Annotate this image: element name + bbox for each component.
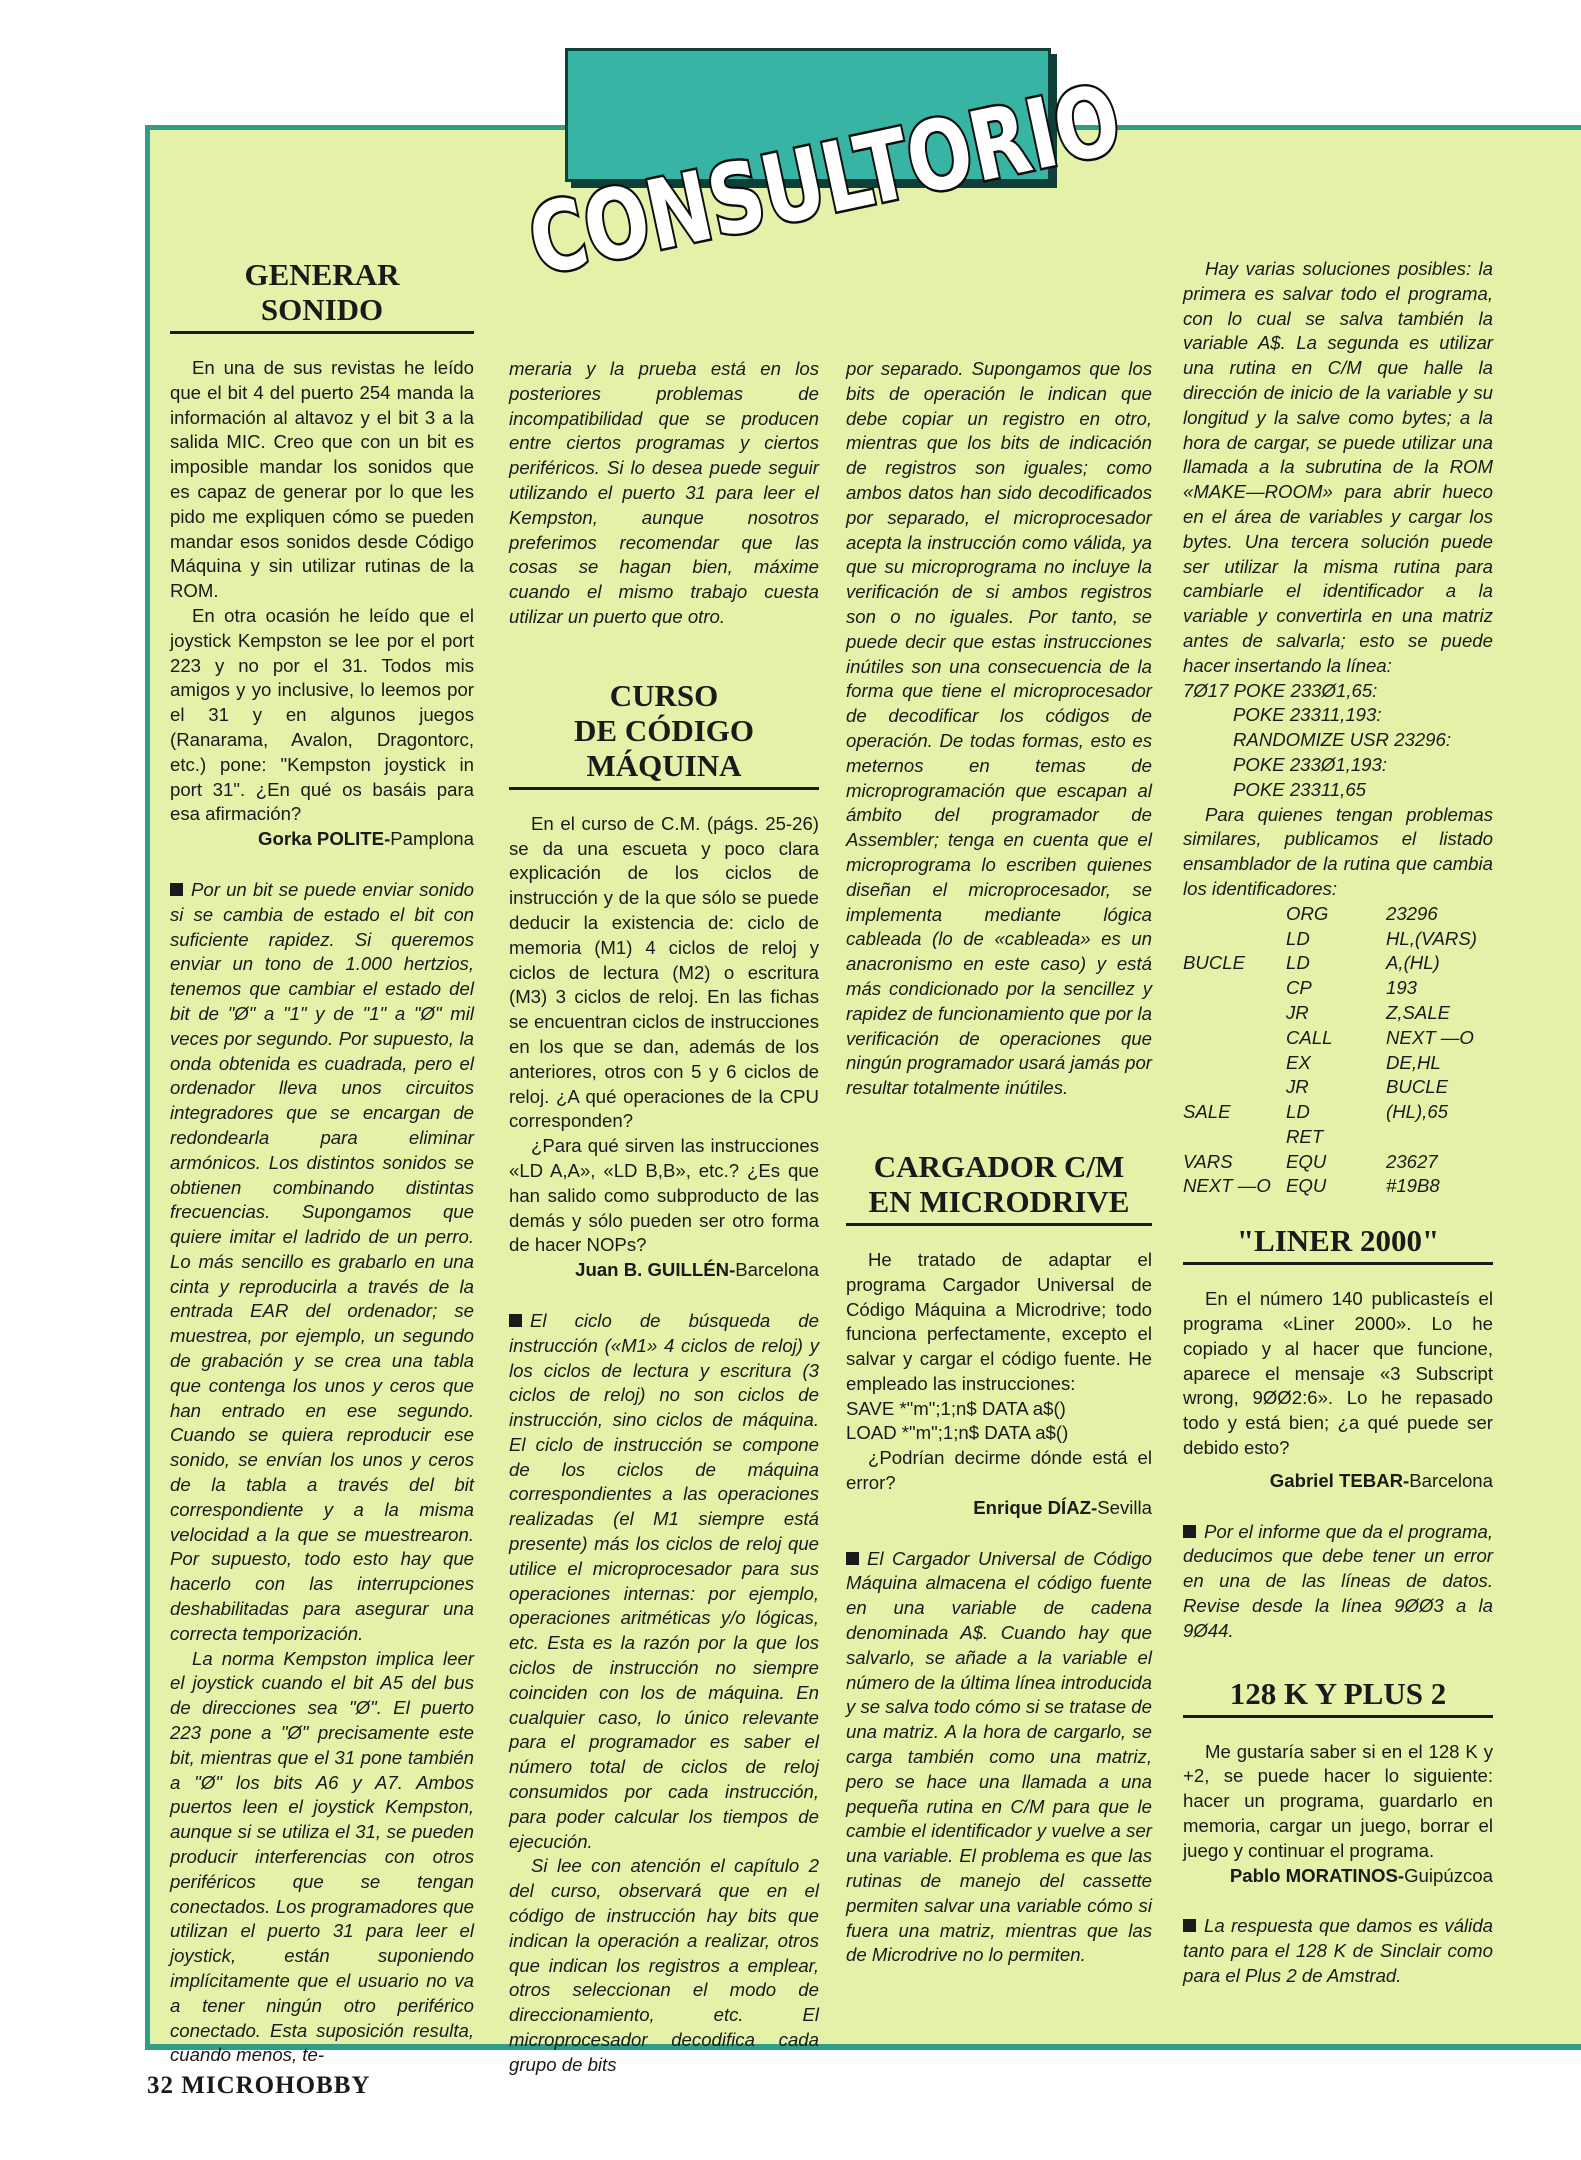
answer-text: El ciclo de búsqueda de instrucción («M1» 4 ciclos de reloj) y los ciclos de lectura y escritura (3 ciclos de reloj) no son ciclos de instrucción, sino ciclos de máquina. El ciclo de instrucción se compone de los ciclos de máquina correspondientes a las operaciones realizadas (el M1 siempre está presente) más los ciclos de reloj que utilice el microprocesador para sus operaciones internas: por ejemplo, operaciones aritméticas y/o lógicas, etc. Esta es la razón por la que los ciclos de instrucción no siempre coinciden con los de máquina. En cualquier caso, lo único relevante para el programador es saber el número total de ciclos de reloj consumidos por cada instrucción, para poder calcular los tiempos de ejecución. xyxy=(509,1309,819,1852)
signature xyxy=(1183,1864,1493,1889)
asm-op: JR xyxy=(1286,1076,1309,1098)
asm-label xyxy=(1183,1125,1286,1150)
author-name: Enrique DÍAZ- xyxy=(973,1496,1098,1518)
consultorio-logo xyxy=(500,29,1290,298)
answer-marker-icon xyxy=(846,1552,859,1565)
asm-op: LD xyxy=(1286,927,1310,949)
asm-row xyxy=(1183,1051,1493,1076)
asm-label: BUCLE xyxy=(1183,952,1246,974)
answer-continuation: por separado. Supongamos que los bits de operación le indican que debe copiar un registro en otro, mientras que los bits de indicación de registros son iguales; como ambos datos han sido decodificados por separado, el microprocesador acepta la instrucción como válida, ya que su microprograma no incluye la verificación de si ambos registros son o no iguales. Por tanto, se puede decir que estas instrucciones inútiles son una consecuencia de la forma que tiene el microprocesador de decodificar los códigos de operación. De todas formas, esto es meternos en temas de microprogramación que escapan al ámbito del programador de Assembler; tenga en cuenta que el microprograma lo escriben quienes diseñan el microprocesador, se implementa mediante lógica cableada (lo de «cableada» es un anacronismo en este caso) y está más condicionado por la sencillez y rapidez de funcionamiento que por la verificación de operaciones que ningún programador usará jamás por resultar totalmente inútiles. xyxy=(846,358,1152,1099)
asm-op: CALL xyxy=(1286,1026,1333,1048)
author-name: Juan B. GUILLÉN- xyxy=(575,1259,736,1281)
headline-generar-sonido xyxy=(170,257,474,334)
headline-128k xyxy=(1183,1676,1493,1718)
answer-paragraph xyxy=(1183,1520,1493,1644)
question-paragraph: ¿Podrían decirme dónde está el error? xyxy=(846,1447,1152,1494)
page-number: 32 xyxy=(147,2072,174,2099)
asm-arg: Z,SALE xyxy=(1386,1001,1451,1023)
answer-paragraph xyxy=(1183,1914,1493,1988)
headline-line: CURSO xyxy=(609,677,719,713)
asm-arg: NEXT —O xyxy=(1386,1026,1474,1048)
code-line: LOAD *"m";1;n$ DATA a$() xyxy=(846,1422,1069,1444)
asm-label xyxy=(1183,976,1286,1001)
signature xyxy=(170,827,474,852)
answer-marker-icon xyxy=(1183,1919,1196,1932)
signature xyxy=(1183,1469,1493,1494)
code-line: SAVE *"m";1;n$ DATA a$() xyxy=(846,1397,1066,1419)
asm-arg: (HL),65 xyxy=(1386,1101,1449,1123)
asm-arg: A,(HL) xyxy=(1386,952,1440,974)
asm-row xyxy=(1183,1125,1493,1150)
question-paragraph: ¿Para qué sirven las instrucciones «LD A,A», «LD B,B», etc.? ¿Es que han salido como subproducto de las demás y sólo pueden ser otro forma de hacer NOPs? xyxy=(509,1135,819,1256)
asm-row xyxy=(1183,1150,1493,1175)
headline-line: 128 K Y PLUS 2 xyxy=(1229,1675,1447,1711)
author-city: Barcelona xyxy=(1409,1469,1493,1491)
column-4 xyxy=(1183,257,1493,1989)
author-city: Pamplona xyxy=(390,828,474,850)
answer-marker-icon xyxy=(509,1314,522,1327)
asm-op: LD xyxy=(1286,1101,1310,1123)
column-3 xyxy=(846,357,1152,1968)
asm-row xyxy=(1183,902,1493,927)
asm-arg: HL,(VARS) xyxy=(1386,927,1477,949)
assembler-listing xyxy=(1183,902,1493,1200)
headline-line: GENERAR xyxy=(244,257,400,292)
signature xyxy=(846,1496,1152,1521)
question-paragraph: En el número 140 publicasteís el programa «Liner 2000». Lo he copiado y al hacer que funcione, aparece el mensaje «3 Subscript wrong, 9ØØ2:6». Lo he repasado todo y está bien; ¿a qué puede ser debido esto? xyxy=(1183,1288,1493,1459)
asm-op: ORG xyxy=(1286,902,1329,924)
asm-label xyxy=(1183,1051,1286,1076)
asm-op: RET xyxy=(1286,1125,1324,1147)
asm-label xyxy=(1183,927,1286,952)
asm-label xyxy=(1183,1001,1286,1026)
question-paragraph: En el curso de C.M. (págs. 25-26) se da una escueta y poco clara explicación de los ciclos de instrucción y de la que sólo se puede deducir la existencia de: ciclo de memoria (M1) 4 ciclos de reloj y ciclos de lectura (M2) o escritura (M3) 3 ciclos de reloj. En las fichas se encuentran ciclos de instrucciones en los que se dan, además de los anteriores, otros con 5 y 6 ciclos de reloj. ¿A qué operaciones de la CPU corresponden? xyxy=(509,812,819,1132)
question-paragraph: En otra ocasión he leído que el joystick Kempston se lee por el port 223 y no por el 31. Todos mis amigos y yo inclusive, lo leemos por el 31 y en algunos juegos (Ranarama, Avalon, Dragontorc, etc.) pone: "Kempston joystick in port 31". ¿En qué os basáis para esa afirmación? xyxy=(170,604,474,825)
asm-row xyxy=(1183,927,1493,952)
headline-line: CARGADOR C/M xyxy=(873,1148,1125,1184)
answer-marker-icon xyxy=(1183,1525,1196,1538)
asm-arg xyxy=(1386,1125,1493,1150)
answer-paragraph: Si lee con atención el capítulo 2 del curso, observará que en el código de instrucción hay bits que indican la operación a realizar, otros que indican los registros a emplear, otros seleccionan el modo de direccionamiento, etc. El microprocesador decodifica cada grupo de bits xyxy=(509,1855,819,2075)
asm-row xyxy=(1183,1001,1493,1026)
headline-liner xyxy=(1183,1223,1493,1265)
asm-label xyxy=(1183,902,1286,927)
headline-cargador xyxy=(846,1149,1152,1226)
answer-paragraph: Para quienes tengan problemas similares, publicamos el listado ensamblador de la rutina que cambia los identificadores: xyxy=(1183,803,1493,899)
answer-continuation: meraria y la prueba está en los posteriores problemas de incompatibilidad que se producen entre ciertos programas y ciertos periféricos. Si lo desea puede seguir utilizando el puerto 31 para leer el Kempston, aunque nosotros preferimos recomendar que las cosas se hagan bien, máxime cuando el mismo trabajo cuesta utilizar un puerto que otro. xyxy=(509,358,819,627)
headline-line: EN MICRODRIVE xyxy=(868,1183,1130,1219)
basic-listing xyxy=(1183,679,1493,803)
answer-text: Por el informe que da el programa, deducimos que debe tener un error en una de las líneas de datos. Revise desde la línea 9ØØ3 a la 9Ø44. xyxy=(1183,1520,1493,1641)
page-footer xyxy=(147,2072,370,2100)
question-paragraph: En una de sus revistas he leído que el bit 4 del puerto 254 manda la información al altavoz y el bit 3 a la salida MIC. Creo que con un bit es imposible mandar los sonidos que es capaz de generar por lo que les pido me expliquen cómo se pueden mandar esos sonidos desde Código Máquina y sin utilizar rutinas de la ROM. xyxy=(170,357,474,602)
answer-paragraph: La norma Kempston implica leer el joystick cuando el bit A5 del bus de direcciones sea "Ø". El puerto 223 pone a "Ø" precisamente este bit, mientras que el 31 pone también a "Ø" los bits A6 y A7. Ambos puertos leen el joystick Kempston, aunque si se utiliza el 31, se pueden producir interferencias con otros periféricos que se tengan conectados. Los programadores que utilizan el puerto 31 para leer el joystick, están suponiendo implícitamente que el usuario no va a tener ningún otro periférico conectado. Esta suposición resulta, cuando menos, te- xyxy=(170,1647,474,2066)
answer-text: Por un bit se puede enviar sonido si se cambia de estado el bit con suficiente rapidez. Si queremos enviar un tono de 1.000 hertzios, tenemos que cambiar el estado del bit de "Ø" a "1" y de "1" a "Ø" mil veces por segundo. Por supuesto, la onda obtenida es cuadrada, pero el ordenador lleva unos circuitos integradores que se encargan de redondearla para eliminar armónicos. Los distintos sonidos se obtienen combinando distintas frecuencias. Supongamos que quiere imitar el ladrido de un perro. Lo más sencillo es grabarlo en una cinta y reproducirla a través de la entrada EAR del ordenador; se muestrea, por ejemplo, un segundo de grabación y se crea una tabla que contenga los unos y ceros que han entrado en ese segundo. Cuando se quiera reproducir ese sonido, se envían los unos y ceros de la tabla a través del bit correspondiente y a la misma velocidad a la que se muestrearon. Por supuesto, todo esto hay que hacerlo con las interrupciones deshabilitadas para asegurar una correcta temporización. xyxy=(170,878,474,1644)
asm-op: JR xyxy=(1286,1001,1309,1023)
magazine-name: MICROHOBBY xyxy=(181,2072,371,2099)
headline-line: "LINER 2000" xyxy=(1236,1223,1440,1259)
answer-paragraph xyxy=(509,1309,819,1855)
author-city: Guipúzcoa xyxy=(1404,1864,1493,1886)
asm-label: NEXT —O xyxy=(1183,1175,1271,1197)
column-1 xyxy=(170,257,474,2068)
author-name: Pablo MORATINOS- xyxy=(1229,1864,1405,1886)
question-paragraph: He tratado de adaptar el programa Cargador Universal de Código Máquina a Microdrive; todo funciona perfectamente, excepto el salvar y cargar el código fuente. He empleado las instrucciones: xyxy=(846,1248,1152,1394)
asm-arg: DE,HL xyxy=(1386,1051,1441,1073)
asm-row xyxy=(1183,1100,1493,1125)
section-title: CONSULTORIO xyxy=(519,29,1290,298)
author-name: Gorka POLITE- xyxy=(258,828,391,850)
answer-marker-icon xyxy=(170,883,183,896)
asm-label: VARS xyxy=(1183,1150,1233,1172)
asm-label: SALE xyxy=(1183,1101,1231,1123)
asm-arg: 23627 xyxy=(1386,1150,1438,1172)
asm-row xyxy=(1183,976,1493,1001)
answer-paragraph xyxy=(846,1547,1152,1969)
asm-row xyxy=(1183,951,1493,976)
headline-curso xyxy=(509,678,819,790)
asm-op: LD xyxy=(1286,952,1310,974)
answer-text: El Cargador Universal de Código Máquina almacena el código fuente en una variable de cadena denominada A$. Cuando hay que salvarlo, se añade a la variable el número de la última línea introducida y se salva todo cómo si se tratase de una matriz. A la hora de cargarlo, se carga también como una matriz, pero se hace una llamada a una pequeña rutina en C/M para que le cambie el identificador y vuelve a ser una variable. El problema es que las rutinas de manejo del cassette permiten salvar una variable cómo si fuera una matriz, mientras que las de Microdrive no lo permiten. xyxy=(846,1547,1152,1966)
answer-paragraph xyxy=(170,878,474,1647)
asm-op: EX xyxy=(1286,1051,1311,1073)
asm-label xyxy=(1183,1075,1286,1100)
answer-paragraph: Hay varias soluciones posibles: la primera es salvar todo el programa, con lo cual se salva también la variable A$. La segunda es utilizar una rutina en C/M que halle la dirección de inicio de la variable y su longitud y la salve como bytes; a la hora de cargar, se puede utilizar una llamada a la subrutina de la ROM «MAKE—ROOM» para abrir hueco en el área de variables y cargar los bytes. Una tercera solución puede ser utilizar la misma rutina para cambiarle el identificador a la variable y convertirla en una matriz antes de salvarla; esto se puede hacer insertando la línea: xyxy=(1183,258,1493,676)
asm-op: CP xyxy=(1286,977,1312,999)
headline-line: SONIDO xyxy=(260,292,384,327)
asm-label xyxy=(1183,1026,1286,1051)
asm-row xyxy=(1183,1075,1493,1100)
author-name: Gabriel TEBAR- xyxy=(1269,1469,1410,1491)
basic-line: POKE 233Ø1,193: xyxy=(1233,753,1388,775)
author-city: Sevilla xyxy=(1097,1496,1152,1518)
asm-row xyxy=(1183,1026,1493,1051)
asm-row xyxy=(1183,1174,1493,1199)
asm-op: EQU xyxy=(1286,1150,1327,1172)
column-2 xyxy=(509,357,819,2078)
basic-line: RANDOMIZE USR 23296: xyxy=(1233,729,1452,751)
basic-line: POKE 23311,193: xyxy=(1233,704,1382,726)
asm-arg: BUCLE xyxy=(1386,1076,1449,1098)
asm-op: EQU xyxy=(1286,1175,1327,1197)
question-paragraph: Me gustaría saber si en el 128 K y +2, se puede hacer lo siguiente: hacer un programa, guardarlo en memoria, cargar un juego, borrar el juego y continuar el programa. xyxy=(1183,1740,1493,1861)
asm-arg: 193 xyxy=(1386,977,1418,999)
answer-text: La respuesta que damos es válida tanto para el 128 K de Sinclair como para el Plus 2 de Amstrad. xyxy=(1183,1915,1493,1987)
asm-arg: #19B8 xyxy=(1386,1175,1440,1197)
asm-arg: 23296 xyxy=(1386,902,1438,924)
headline-line: DE CÓDIGO MÁQUINA xyxy=(574,712,754,783)
author-city: Barcelona xyxy=(735,1259,819,1281)
signature xyxy=(509,1258,819,1283)
basic-line: POKE 23311,65 xyxy=(1233,778,1367,800)
basic-line: 7Ø17 POKE 233Ø1,65: xyxy=(1183,679,1378,701)
